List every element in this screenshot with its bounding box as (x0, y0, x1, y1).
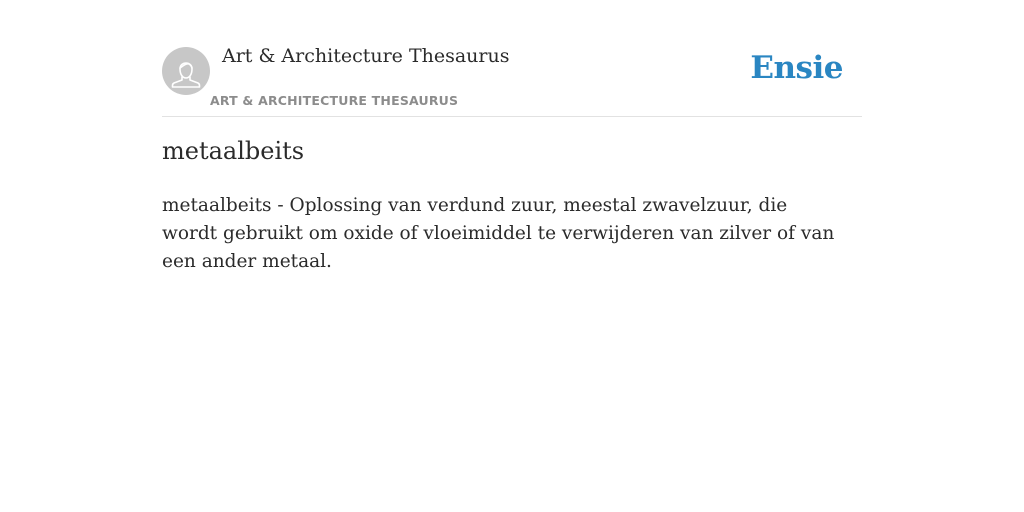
author-subtitle: ART & ARCHITECTURE THESAURUS (210, 93, 459, 108)
header (162, 40, 862, 117)
author-name[interactable]: Art & Architecture Thesaurus (222, 45, 510, 67)
user-icon[interactable] (162, 47, 210, 95)
definition-text: metaalbeits - Oplossing van verdund zuur, meestal zwavelzuur, die wordt gebruikt om oxide of vloeimiddel te verwijderen van zilver of van een ander metaal. (162, 195, 835, 272)
brand-logo[interactable]: Ensie (750, 50, 843, 86)
page-title: metaalbeits (162, 137, 305, 165)
